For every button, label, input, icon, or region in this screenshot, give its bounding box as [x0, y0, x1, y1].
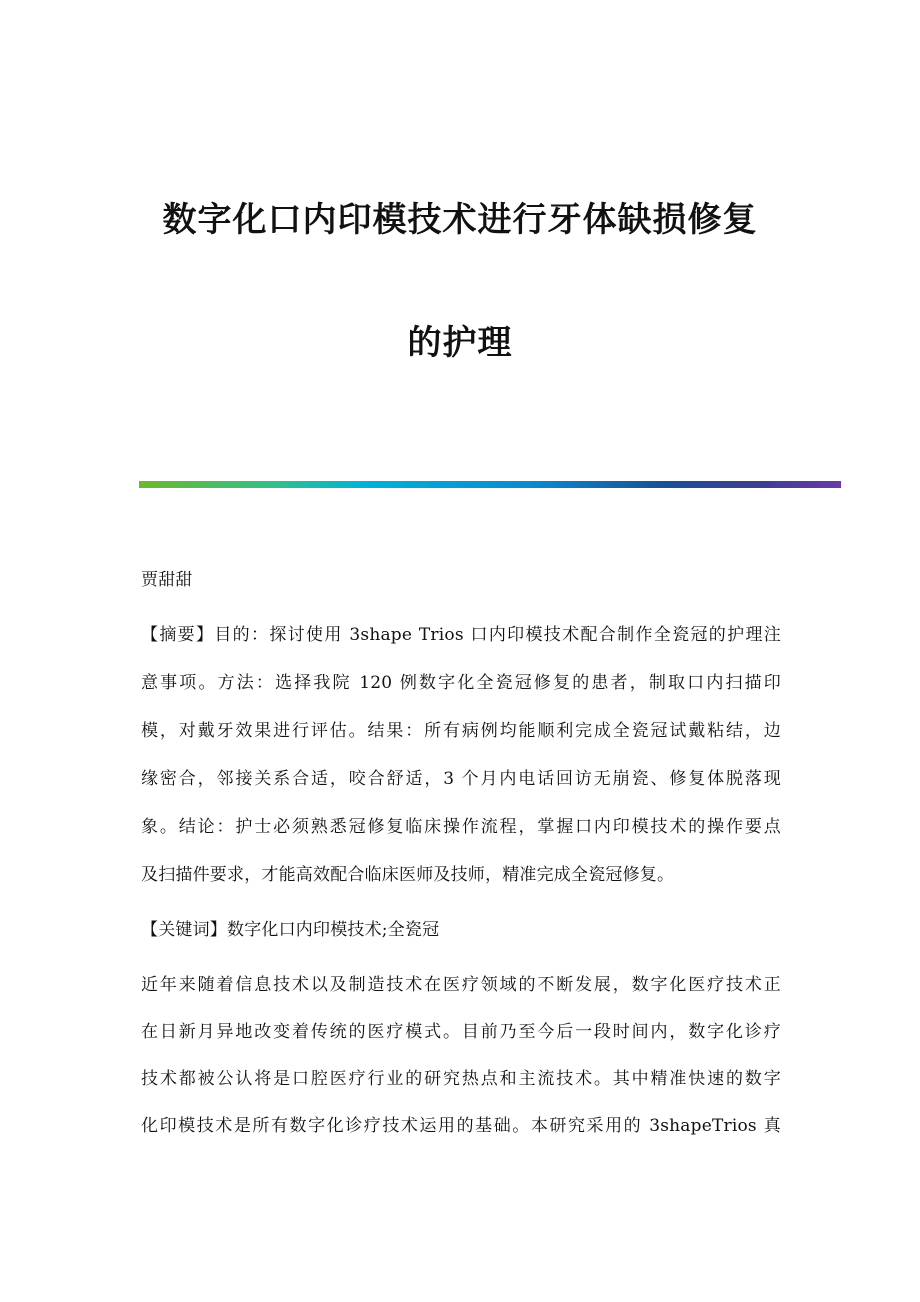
gradient-divider — [139, 481, 841, 488]
body-line: 技术都被公认将是口腔医疗行业的研究热点和主流技术。其中精准快速的数字 — [141, 1069, 781, 1089]
abstract-line: 模，对戴牙效果进行评估。结果：所有病例均能顺利完成全瓷冠试戴粘结，边 — [141, 721, 781, 741]
abstract-line: 意事项。方法：选择我院 120 例数字化全瓷冠修复的患者，制取口内扫描印 — [141, 673, 781, 693]
body-line: 近年来随着信息技术以及制造技术在医疗领域的不断发展，数字化医疗技术正 — [141, 975, 781, 995]
paper-title-line-2: 的护理 — [407, 323, 513, 363]
body-line: 在日新月异地改变着传统的医疗模式。目前乃至今后一段时间内，数字化诊疗 — [141, 1022, 781, 1042]
author-name: 贾甜甜 — [141, 570, 193, 590]
body-line: 化印模技术是所有数字化诊疗技术运用的基础。本研究采用的 3shapeTrios 真 — [141, 1116, 781, 1136]
abstract-line: 象。结论：护士必须熟悉冠修复临床操作流程，掌握口内印模技术的操作要点 — [141, 817, 781, 837]
abstract-line: 缘密合，邻接关系合适，咬合舒适，3 个月内电话回访无崩瓷、修复体脱落现 — [141, 769, 781, 789]
paper-title-line-1: 数字化口内印模技术进行牙体缺损修复 — [162, 200, 758, 240]
keywords: 【关键词】数字化口内印模技术;全瓷冠 — [141, 920, 440, 940]
abstract-line: 【摘要】目的：探讨使用 3shape Trios 口内印模技术配合制作全瓷冠的护理注 — [141, 625, 781, 645]
abstract-line: 及扫描件要求，才能高效配合临床医师及技师，精准完成全瓷冠修复。 — [141, 865, 675, 885]
